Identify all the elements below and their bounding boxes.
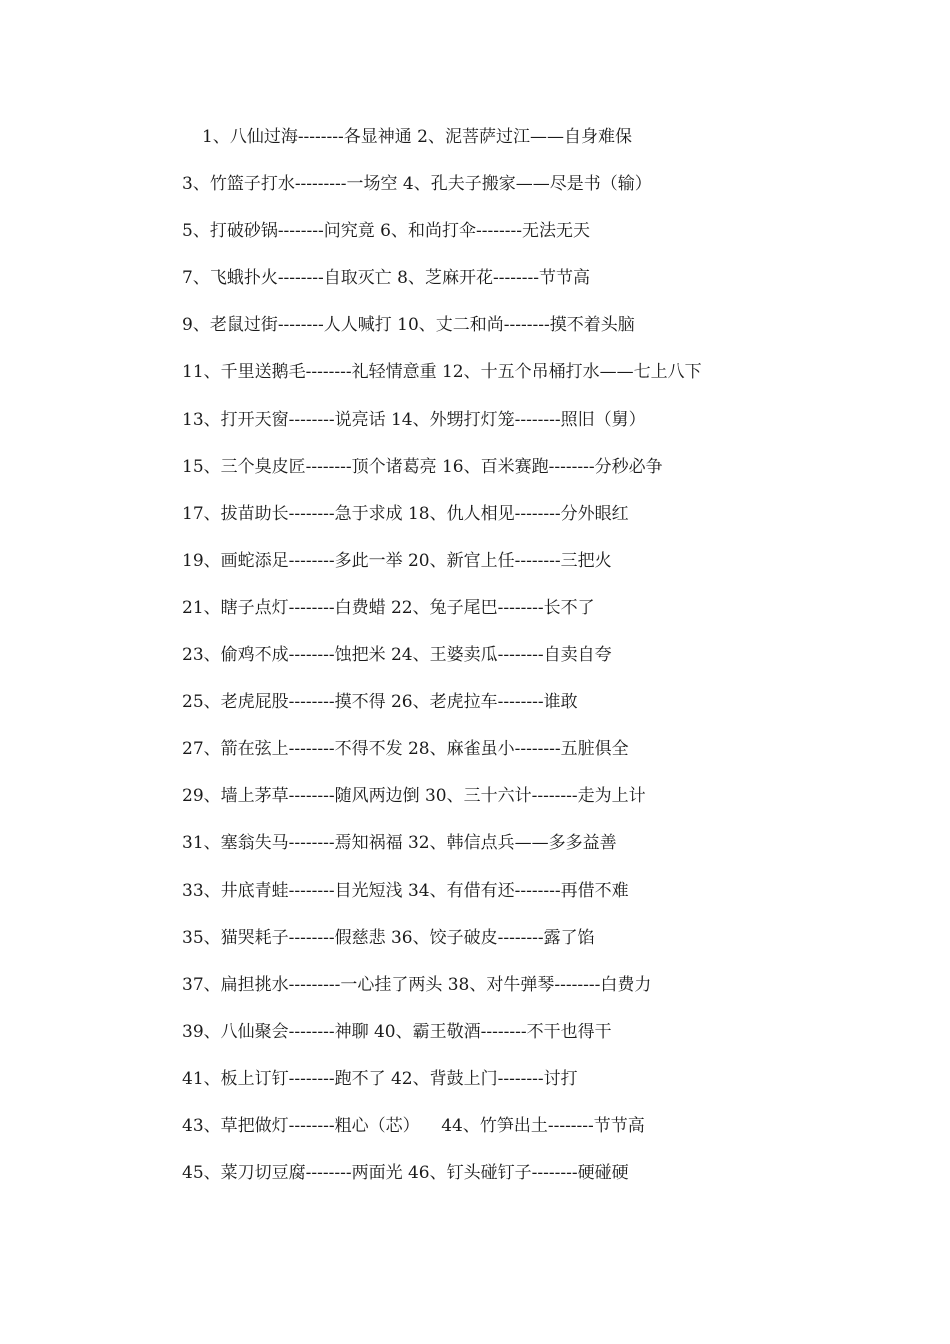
text-line: 3、竹篮子打水---------一场空 4、孔夫子搬家——尽是书（输） xyxy=(182,174,652,195)
text-line: 27、箭在弦上--------不得不发 28、麻雀虽小--------五脏俱全 xyxy=(182,739,629,760)
text-line: 19、画蛇添足--------多此一举 20、新官上任--------三把火 xyxy=(182,550,612,571)
text-line: 5、打破砂锅--------问究竟 6、和尚打伞--------无法无天 xyxy=(182,221,590,242)
xiehouyu-list xyxy=(182,122,922,1205)
text-line: 45、菜刀切豆腐--------两面光 46、钉头碰钉子--------硬碰硬 xyxy=(182,1163,629,1184)
text-line: 39、八仙聚会--------神聊 40、霸王敬酒--------不干也得干 xyxy=(182,1021,612,1042)
text-line: 37、扁担挑水---------一心挂了两头 38、对牛弹琴--------白费力 xyxy=(182,974,652,995)
text-line: 25、老虎屁股--------摸不得 26、老虎拉车--------谁敢 xyxy=(182,692,578,713)
text-line: 35、猫哭耗子--------假慈悲 36、饺子破皮--------露了馅 xyxy=(182,927,595,948)
text-line: 33、井底青蛙--------目光短浅 34、有借有还--------再借不难 xyxy=(182,880,629,901)
text-line: 41、板上订钉--------跑不了 42、背鼓上门--------讨打 xyxy=(182,1068,578,1089)
text-line: 11、千里送鹅毛--------礼轻情意重 12、十五个吊桶打水——七上八下 xyxy=(182,362,702,383)
text-line: 1、八仙过海--------各显神通 2、泥菩萨过江——自身难保 xyxy=(202,127,632,147)
text-line: 7、飞蛾扑火--------自取灭亡 8、芝麻开花--------节节高 xyxy=(182,268,590,289)
text-line: 13、打开天窗--------说亮话 14、外甥打灯笼--------照旧（舅） xyxy=(182,409,646,430)
text-line: 21、瞎子点灯--------白费蜡 22、兔子尾巴--------长不了 xyxy=(182,597,595,618)
text-line: 43、草把做灯--------粗心（芯） 44、竹笋出土--------节节高 xyxy=(182,1115,645,1136)
text-line: 31、塞翁失马--------焉知祸福 32、韩信点兵——多多益善 xyxy=(182,833,617,854)
text-line: 23、偷鸡不成--------蚀把米 24、王婆卖瓜--------自卖自夸 xyxy=(182,645,612,666)
text-line: 15、三个臭皮匠--------顶个诸葛亮 16、百米赛跑--------分秒必争 xyxy=(182,456,663,477)
text-line: 17、拔苗助长--------急于求成 18、仇人相见--------分外眼红 xyxy=(182,503,629,524)
text-line: 29、墙上茅草--------随风两边倒 30、三十六计--------走为上计 xyxy=(182,786,646,807)
text-line: 9、老鼠过街--------人人喊打 10、丈二和尚--------摸不着头脑 xyxy=(182,315,635,336)
